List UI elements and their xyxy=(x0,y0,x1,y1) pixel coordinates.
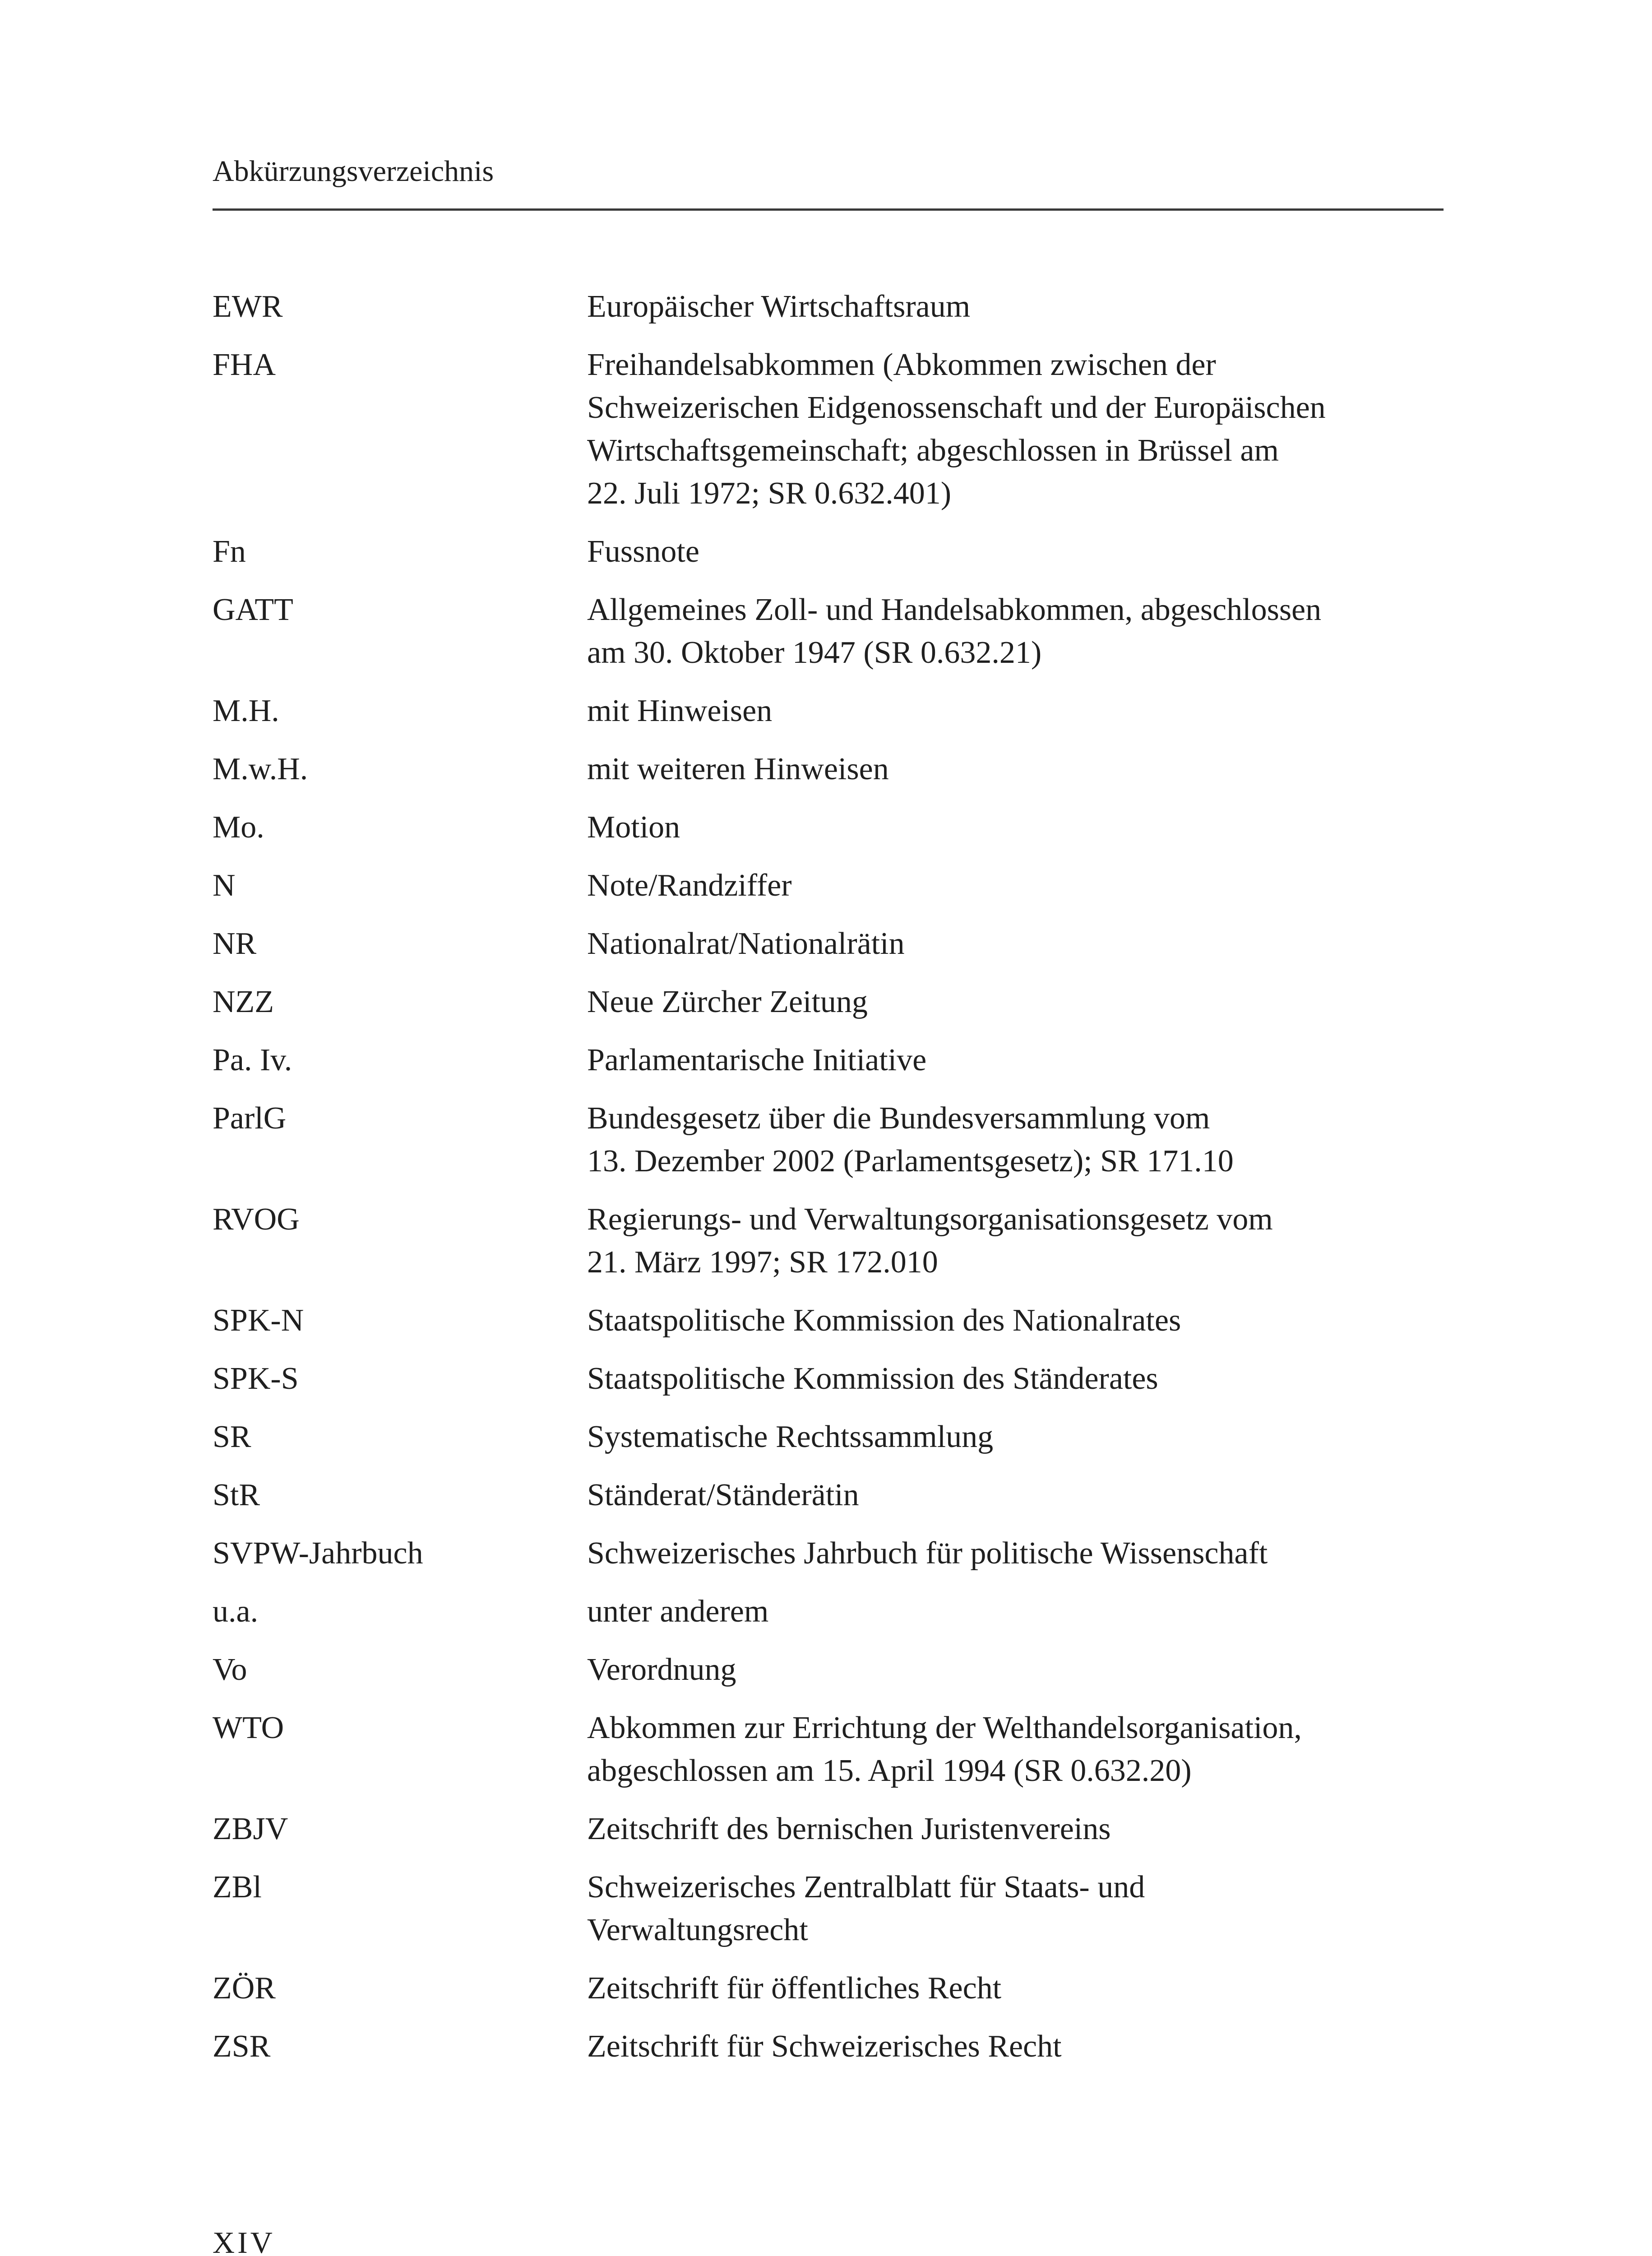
abbreviation-term: Mo. xyxy=(213,810,264,845)
expansion-line: 21. März 1997; SR 172.010 xyxy=(587,1245,938,1280)
expansion-line: Ständerat/Ständerätin xyxy=(587,1478,859,1512)
abbreviation-entry xyxy=(213,2025,1444,2068)
abbreviation-entry xyxy=(213,530,1444,573)
expansion-line: Freihandelsabkommen (Abkommen zwischen der xyxy=(587,347,1216,382)
abbreviation-term: ZBJV xyxy=(213,1812,288,1846)
abbreviation-expansion xyxy=(587,980,1444,1023)
abbreviation-expansion xyxy=(587,1415,1444,1458)
abbreviation-term: ParlG xyxy=(213,1101,287,1136)
expansion-line: Zeitschrift für Schweizerisches Recht xyxy=(587,2029,1062,2064)
expansion-line: 13. Dezember 2002 (Parlamentsgesetz); SR 171.10 xyxy=(587,1144,1234,1179)
abbreviation-term: ZÖR xyxy=(213,1971,276,2006)
abbreviation-entry xyxy=(213,806,1444,849)
abbreviation-term: Vo xyxy=(213,1652,247,1687)
abbreviation-entry xyxy=(213,922,1444,965)
abbreviation-entry xyxy=(213,980,1444,1023)
abbreviation-entry xyxy=(213,1590,1444,1633)
abbreviation-entry xyxy=(213,689,1444,732)
expansion-line: Abkommen zur Errichtung der Welthandelsorganisation, xyxy=(587,1710,1302,1745)
abbreviation-term: M.H. xyxy=(213,693,279,728)
abbreviation-term: SR xyxy=(213,1419,251,1454)
abbreviation-expansion xyxy=(587,1532,1444,1575)
abbreviation-entry xyxy=(213,1967,1444,2010)
expansion-line: Note/Randziffer xyxy=(587,868,792,903)
abbreviation-expansion xyxy=(587,689,1444,732)
expansion-line: Motion xyxy=(587,810,680,845)
abbreviation-entry xyxy=(213,588,1444,674)
abbreviation-expansion xyxy=(587,1039,1444,1082)
page-number: XIV xyxy=(213,2225,275,2256)
abbreviation-entry xyxy=(213,748,1444,791)
expansion-line: Schweizerischen Eidgenossenschaft und der Europäischen xyxy=(587,390,1326,425)
running-header xyxy=(213,149,1444,211)
abbreviation-list xyxy=(213,285,1444,2083)
abbreviation-entry xyxy=(213,1299,1444,1342)
abbreviation-expansion xyxy=(587,922,1444,965)
abbreviation-term: EWR xyxy=(213,289,283,324)
abbreviation-term: u.a. xyxy=(213,1594,259,1629)
abbreviation-entry xyxy=(213,1706,1444,1792)
abbreviation-expansion xyxy=(587,1097,1444,1183)
abbreviation-entry xyxy=(213,864,1444,907)
abbreviation-entry xyxy=(213,1097,1444,1183)
abbreviation-expansion xyxy=(587,285,1444,328)
abbreviation-entry xyxy=(213,1648,1444,1691)
expansion-line: Zeitschrift des bernischen Juristenvereins xyxy=(587,1812,1111,1846)
abbreviation-expansion xyxy=(587,1706,1444,1792)
abbreviation-term: GATT xyxy=(213,592,293,627)
expansion-line: abgeschlossen am 15. April 1994 (SR 0.632.20) xyxy=(587,1753,1192,1788)
expansion-line: Systematische Rechtssammlung xyxy=(587,1419,994,1454)
abbreviation-expansion xyxy=(587,806,1444,849)
expansion-line: Bundesgesetz über die Bundesversammlung vom xyxy=(587,1101,1210,1136)
expansion-line: Nationalrat/Nationalrätin xyxy=(587,926,905,961)
abbreviation-entry xyxy=(213,1866,1444,1951)
expansion-line: Verwaltungsrecht xyxy=(587,1913,808,1947)
abbreviation-expansion xyxy=(587,343,1444,515)
abbreviation-term: WTO xyxy=(213,1710,284,1745)
expansion-line: Fussnote xyxy=(587,534,699,569)
abbreviation-expansion xyxy=(587,1967,1444,2010)
abbreviation-entry xyxy=(213,285,1444,328)
expansion-line: Zeitschrift für öffentliches Recht xyxy=(587,1971,1002,2006)
abbreviation-term: RVOG xyxy=(213,1202,300,1237)
abbreviation-expansion xyxy=(587,530,1444,573)
abbreviation-expansion xyxy=(587,748,1444,791)
abbreviation-expansion xyxy=(587,1808,1444,1850)
abbreviation-term: NZZ xyxy=(213,985,274,1019)
abbreviation-expansion xyxy=(587,1866,1444,1951)
expansion-line: mit weiteren Hinweisen xyxy=(587,752,889,786)
expansion-line: Wirtschaftsgemeinschaft; abgeschlossen in Brüssel am xyxy=(587,433,1279,468)
abbreviation-term: FHA xyxy=(213,347,276,382)
abbreviation-expansion xyxy=(587,1590,1444,1633)
abbreviation-entry xyxy=(213,1808,1444,1850)
abbreviation-term: SVPW-Jahrbuch xyxy=(213,1536,423,1571)
abbreviation-expansion xyxy=(587,588,1444,674)
expansion-line: Staatspolitische Kommission des Ständerates xyxy=(587,1361,1158,1396)
abbreviation-term: ZBl xyxy=(213,1870,262,1905)
abbreviation-expansion xyxy=(587,1198,1444,1284)
abbreviation-term: Fn xyxy=(213,534,246,569)
expansion-line: Europäischer Wirtschaftsraum xyxy=(587,289,971,324)
abbreviation-term: M.w.H. xyxy=(213,752,308,786)
abbreviation-term: StR xyxy=(213,1478,260,1512)
expansion-line: Regierungs- und Verwaltungsorganisationsgesetz vom xyxy=(587,1202,1273,1237)
abbreviation-expansion xyxy=(587,1474,1444,1516)
expansion-line: am 30. Oktober 1947 (SR 0.632.21) xyxy=(587,635,1042,670)
expansion-line: Staatspolitische Kommission des Nationalrates xyxy=(587,1303,1181,1338)
expansion-line: Schweizerisches Jahrbuch für politische Wissenschaft xyxy=(587,1536,1268,1571)
abbreviation-entry xyxy=(213,343,1444,515)
abbreviation-term: N xyxy=(213,868,236,903)
abbreviation-expansion xyxy=(587,864,1444,907)
abbreviation-term: Pa. Iv. xyxy=(213,1043,292,1077)
expansion-line: Parlamentarische Initiative xyxy=(587,1043,927,1077)
abbreviation-term: SPK-S xyxy=(213,1361,299,1396)
abbreviation-entry xyxy=(213,1415,1444,1458)
expansion-line: Schweizerisches Zentralblatt für Staats- und xyxy=(587,1870,1145,1905)
abbreviation-expansion xyxy=(587,1357,1444,1400)
abbreviation-entry xyxy=(213,1474,1444,1516)
expansion-line: unter anderem xyxy=(587,1594,769,1629)
abbreviation-expansion xyxy=(587,1648,1444,1691)
expansion-line: Neue Zürcher Zeitung xyxy=(587,985,868,1019)
expansion-line: Allgemeines Zoll- und Handelsabkommen, abgeschlossen xyxy=(587,592,1322,627)
expansion-line: mit Hinweisen xyxy=(587,693,773,728)
running-header-title: Abkürzungsverzeichnis xyxy=(213,155,494,188)
abbreviation-term: ZSR xyxy=(213,2029,271,2064)
abbreviation-entry xyxy=(213,1198,1444,1284)
abbreviation-term: SPK-N xyxy=(213,1303,304,1338)
abbreviation-expansion xyxy=(587,1299,1444,1342)
abbreviation-expansion xyxy=(587,2025,1444,2068)
expansion-line: 22. Juli 1972; SR 0.632.401) xyxy=(587,476,952,511)
expansion-line: Verordnung xyxy=(587,1652,736,1687)
abbreviation-entry xyxy=(213,1357,1444,1400)
abbreviation-entry xyxy=(213,1039,1444,1082)
abbreviation-term: NR xyxy=(213,926,257,961)
abbreviation-entry xyxy=(213,1532,1444,1575)
